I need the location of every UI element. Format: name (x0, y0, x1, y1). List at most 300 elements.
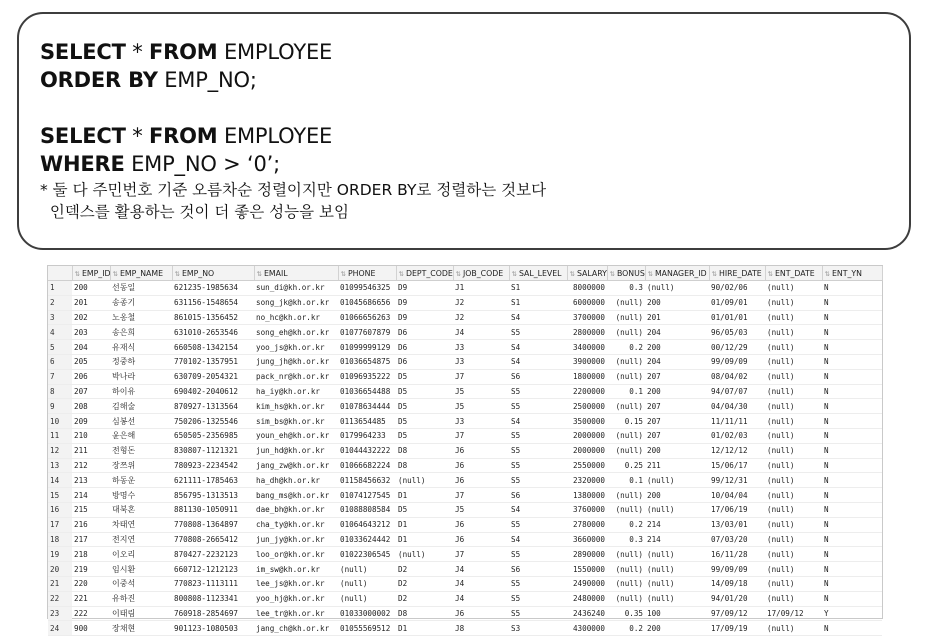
table-cell[interactable]: N (822, 369, 882, 384)
table-cell[interactable]: S5 (509, 458, 567, 473)
column-header[interactable] (645, 266, 709, 281)
table-cell[interactable]: N (822, 281, 882, 296)
row-number-cell[interactable]: 8 (48, 384, 72, 399)
table-cell[interactable]: 0.2 (607, 517, 645, 532)
table-cell[interactable]: S4 (509, 502, 567, 517)
table-cell[interactable]: 송은희 (110, 325, 172, 340)
table-cell[interactable]: (null) (645, 281, 709, 296)
table-cell[interactable]: 2780000 (567, 517, 607, 532)
row-number-cell[interactable]: 19 (48, 547, 72, 562)
table-cell[interactable]: 90/02/06 (709, 281, 765, 296)
table-cell[interactable]: D5 (396, 502, 453, 517)
row-number-cell[interactable]: 2 (48, 295, 72, 310)
table-cell[interactable]: D2 (396, 562, 453, 577)
table-cell[interactable]: (null) (645, 502, 709, 517)
table-cell[interactable]: 200 (645, 295, 709, 310)
table-cell[interactable]: 2480000 (567, 591, 607, 606)
table-cell[interactable]: Y (822, 606, 882, 621)
table-cell[interactable]: S5 (509, 576, 567, 591)
table-cell[interactable]: N (822, 384, 882, 399)
sort-arrows-icon[interactable]: ⇅ (569, 269, 575, 278)
row-number-cell[interactable]: 15 (48, 488, 72, 503)
table-cell[interactable]: 2800000 (567, 325, 607, 340)
table-cell[interactable]: 0.3 (607, 281, 645, 296)
row-number-cell[interactable]: 21 (48, 576, 72, 591)
table-cell[interactable]: D9 (396, 281, 453, 296)
table-cell[interactable]: S5 (509, 606, 567, 621)
table-cell[interactable]: 01096935222 (338, 369, 396, 384)
table-cell[interactable]: 202 (72, 310, 110, 325)
sort-arrows-icon[interactable]: ⇅ (256, 269, 262, 278)
table-cell[interactable]: 660712-1212123 (172, 562, 254, 577)
table-cell[interactable]: 00/12/29 (709, 340, 765, 355)
table-cell[interactable]: (null) (645, 547, 709, 562)
table-cell[interactable]: J5 (453, 399, 509, 414)
table-cell[interactable]: 2500000 (567, 399, 607, 414)
table-cell[interactable]: sim_bs@kh.or.kr (254, 414, 338, 429)
table-cell[interactable]: 660508-1342154 (172, 340, 254, 355)
table-cell[interactable]: D5 (396, 414, 453, 429)
table-cell[interactable]: S5 (509, 517, 567, 532)
row-number-cell[interactable]: 4 (48, 325, 72, 340)
table-cell[interactable]: 이태림 (110, 606, 172, 621)
table-cell[interactable]: 209 (72, 414, 110, 429)
row-number-cell[interactable]: 5 (48, 340, 72, 355)
table-cell[interactable]: S5 (509, 443, 567, 458)
table-row[interactable] (48, 621, 882, 636)
table-cell[interactable]: 01078634444 (338, 399, 396, 414)
table-row[interactable] (48, 428, 882, 443)
table-cell[interactable]: 204 (645, 325, 709, 340)
column-header[interactable] (72, 266, 110, 281)
sort-arrows-icon[interactable]: ⇅ (609, 269, 615, 278)
table-cell[interactable]: J4 (453, 591, 509, 606)
table-cell[interactable]: (null) (765, 562, 822, 577)
table-cell[interactable]: 4300000 (567, 621, 607, 636)
column-header[interactable] (509, 266, 567, 281)
table-cell[interactable]: 204 (72, 340, 110, 355)
row-number-cell[interactable]: 17 (48, 517, 72, 532)
table-cell[interactable]: 박나라 (110, 369, 172, 384)
table-cell[interactable]: N (822, 502, 882, 517)
table-cell[interactable]: N (822, 547, 882, 562)
table-cell[interactable]: (null) (338, 576, 396, 591)
table-cell[interactable]: 6000000 (567, 295, 607, 310)
column-header[interactable] (396, 266, 453, 281)
table-cell[interactable]: (null) (645, 576, 709, 591)
table-cell[interactable]: 01158456632 (338, 473, 396, 488)
table-cell[interactable]: 207 (645, 414, 709, 429)
table-row[interactable] (48, 488, 882, 503)
row-number-cell[interactable]: 13 (48, 458, 72, 473)
table-cell[interactable]: cha_ty@kh.or.kr (254, 517, 338, 532)
table-cell[interactable]: N (822, 310, 882, 325)
table-cell[interactable]: (null) (765, 443, 822, 458)
sort-arrows-icon[interactable]: ⇅ (455, 269, 461, 278)
column-header[interactable] (110, 266, 172, 281)
table-cell[interactable]: 2200000 (567, 384, 607, 399)
table-cell[interactable]: 01036654875 (338, 354, 396, 369)
table-cell[interactable]: 14/09/18 (709, 576, 765, 591)
table-cell[interactable]: N (822, 340, 882, 355)
table-cell[interactable]: song_eh@kh.or.kr (254, 325, 338, 340)
table-row[interactable] (48, 443, 882, 458)
table-cell[interactable]: 221 (72, 591, 110, 606)
table-cell[interactable]: D1 (396, 488, 453, 503)
table-cell[interactable]: D5 (396, 428, 453, 443)
table-cell[interactable]: 12/12/12 (709, 443, 765, 458)
table-cell[interactable]: J6 (453, 532, 509, 547)
table-cell[interactable]: (null) (765, 488, 822, 503)
table-cell[interactable]: 01066682224 (338, 458, 396, 473)
table-cell[interactable]: 0113654485 (338, 414, 396, 429)
table-cell[interactable]: 800808-1123341 (172, 591, 254, 606)
table-cell[interactable]: D6 (396, 325, 453, 340)
table-cell[interactable]: 881130-1050911 (172, 502, 254, 517)
table-cell[interactable]: youn_eh@kh.or.kr (254, 428, 338, 443)
table-cell[interactable]: 하이유 (110, 384, 172, 399)
column-header[interactable] (567, 266, 607, 281)
table-cell[interactable]: (null) (607, 354, 645, 369)
table-cell[interactable]: 01055569512 (338, 621, 396, 636)
table-cell[interactable]: 01074127545 (338, 488, 396, 503)
table-cell[interactable]: 8000000 (567, 281, 607, 296)
table-cell[interactable]: J5 (453, 384, 509, 399)
table-cell[interactable]: 3700000 (567, 310, 607, 325)
table-cell[interactable]: (null) (607, 443, 645, 458)
table-cell[interactable]: 01088808584 (338, 502, 396, 517)
table-cell[interactable]: N (822, 562, 882, 577)
table-cell[interactable]: S4 (509, 532, 567, 547)
table-cell[interactable]: 214 (645, 517, 709, 532)
table-cell[interactable]: 1550000 (567, 562, 607, 577)
sort-arrows-icon[interactable]: ⇅ (340, 269, 346, 278)
table-cell[interactable]: D5 (396, 369, 453, 384)
table-cell[interactable]: jun_jy@kh.or.kr (254, 532, 338, 547)
sort-arrows-icon[interactable]: ⇅ (398, 269, 404, 278)
table-cell[interactable]: 100 (645, 606, 709, 621)
table-cell[interactable]: kim_hs@kh.or.kr (254, 399, 338, 414)
table-cell[interactable]: (null) (765, 502, 822, 517)
table-cell[interactable]: D6 (396, 354, 453, 369)
table-cell[interactable]: J6 (453, 473, 509, 488)
table-cell[interactable]: D8 (396, 606, 453, 621)
table-cell[interactable]: J6 (453, 458, 509, 473)
table-cell[interactable]: D8 (396, 458, 453, 473)
table-cell[interactable]: 유하진 (110, 591, 172, 606)
table-cell[interactable]: (null) (607, 399, 645, 414)
table-cell[interactable]: 621235-1985634 (172, 281, 254, 296)
column-header[interactable] (172, 266, 254, 281)
table-cell[interactable]: 2000000 (567, 428, 607, 443)
row-number-cell[interactable]: 11 (48, 428, 72, 443)
table-cell[interactable]: (null) (765, 473, 822, 488)
table-cell[interactable]: (null) (765, 576, 822, 591)
table-row[interactable] (48, 384, 882, 399)
table-cell[interactable]: 856795-1313513 (172, 488, 254, 503)
table-cell[interactable]: (null) (765, 281, 822, 296)
table-cell[interactable]: song_jk@kh.or.kr (254, 295, 338, 310)
table-cell[interactable]: 01036654488 (338, 384, 396, 399)
table-cell[interactable]: (null) (607, 325, 645, 340)
table-cell[interactable]: 200 (72, 281, 110, 296)
row-number-cell[interactable]: 6 (48, 354, 72, 369)
table-row[interactable] (48, 473, 882, 488)
table-cell[interactable]: 2000000 (567, 443, 607, 458)
table-cell[interactable]: (null) (396, 547, 453, 562)
table-cell[interactable]: 01099546325 (338, 281, 396, 296)
table-cell[interactable]: 211 (645, 458, 709, 473)
table-cell[interactable]: 830807-1121321 (172, 443, 254, 458)
table-cell[interactable]: N (822, 414, 882, 429)
table-cell[interactable]: 송종기 (110, 295, 172, 310)
table-cell[interactable]: N (822, 591, 882, 606)
table-cell[interactable]: (null) (607, 502, 645, 517)
table-cell[interactable]: J3 (453, 414, 509, 429)
table-cell[interactable]: (null) (765, 591, 822, 606)
table-cell[interactable]: 216 (72, 517, 110, 532)
table-cell[interactable]: 213 (72, 473, 110, 488)
table-cell[interactable]: N (822, 295, 882, 310)
table-cell[interactable]: 01/02/03 (709, 428, 765, 443)
table-cell[interactable]: S1 (509, 281, 567, 296)
table-cell[interactable]: J5 (453, 502, 509, 517)
table-cell[interactable]: (null) (765, 532, 822, 547)
sort-arrows-icon[interactable]: ⇅ (112, 269, 118, 278)
table-cell[interactable]: (null) (607, 310, 645, 325)
table-cell[interactable]: 200 (645, 384, 709, 399)
table-cell[interactable]: jang_zw@kh.or.kr (254, 458, 338, 473)
table-cell[interactable]: 2320000 (567, 473, 607, 488)
table-cell[interactable]: 1800000 (567, 369, 607, 384)
table-cell[interactable]: 770808-2665412 (172, 532, 254, 547)
table-cell[interactable]: N (822, 621, 882, 636)
table-cell[interactable]: 200 (645, 488, 709, 503)
table-cell[interactable]: 212 (72, 458, 110, 473)
sort-arrows-icon[interactable]: ⇅ (511, 269, 517, 278)
query-result-grid[interactable] (47, 265, 883, 633)
table-cell[interactable]: (null) (765, 621, 822, 636)
table-cell[interactable]: S5 (509, 325, 567, 340)
table-cell[interactable]: J6 (453, 443, 509, 458)
table-cell[interactable]: jun_hd@kh.or.kr (254, 443, 338, 458)
table-cell[interactable]: 217 (72, 532, 110, 547)
table-cell[interactable]: (null) (765, 399, 822, 414)
table-cell[interactable]: 01033000002 (338, 606, 396, 621)
table-cell[interactable]: J7 (453, 547, 509, 562)
table-cell[interactable]: loo_or@kh.or.kr (254, 547, 338, 562)
table-cell[interactable]: 770823-1113111 (172, 576, 254, 591)
table-cell[interactable]: 219 (72, 562, 110, 577)
row-number-cell[interactable]: 24 (48, 621, 72, 636)
table-cell[interactable]: S6 (509, 369, 567, 384)
table-row[interactable] (48, 562, 882, 577)
table-cell[interactable]: 99/09/09 (709, 354, 765, 369)
table-cell[interactable]: D8 (396, 443, 453, 458)
table-row[interactable] (48, 310, 882, 325)
table-cell[interactable]: 01045686656 (338, 295, 396, 310)
table-cell[interactable]: (null) (765, 517, 822, 532)
table-cell[interactable]: 99/12/31 (709, 473, 765, 488)
table-cell[interactable]: J6 (453, 606, 509, 621)
table-cell[interactable]: S1 (509, 295, 567, 310)
table-cell[interactable]: S5 (509, 591, 567, 606)
table-cell[interactable]: 0.1 (607, 473, 645, 488)
table-cell[interactable]: 정중하 (110, 354, 172, 369)
table-cell[interactable]: 윤은해 (110, 428, 172, 443)
table-cell[interactable]: 0.35 (607, 606, 645, 621)
table-row[interactable] (48, 354, 882, 369)
table-cell[interactable]: 650505-2356985 (172, 428, 254, 443)
table-cell[interactable]: S4 (509, 354, 567, 369)
table-cell[interactable]: 208 (72, 399, 110, 414)
table-cell[interactable]: 97/09/12 (709, 606, 765, 621)
table-cell[interactable]: 2436240 (567, 606, 607, 621)
table-cell[interactable]: 205 (72, 354, 110, 369)
table-cell[interactable]: (null) (765, 295, 822, 310)
table-cell[interactable]: 3500000 (567, 414, 607, 429)
table-cell[interactable]: 630709-2054321 (172, 369, 254, 384)
table-cell[interactable]: 방명수 (110, 488, 172, 503)
table-cell[interactable]: 206 (72, 369, 110, 384)
table-cell[interactable]: J7 (453, 488, 509, 503)
column-header[interactable] (607, 266, 645, 281)
table-cell[interactable]: N (822, 458, 882, 473)
table-cell[interactable]: 218 (72, 547, 110, 562)
table-cell[interactable]: (null) (765, 340, 822, 355)
table-cell[interactable]: (null) (645, 473, 709, 488)
table-cell[interactable]: S5 (509, 399, 567, 414)
table-cell[interactable]: N (822, 443, 882, 458)
table-cell[interactable]: 200 (645, 340, 709, 355)
table-cell[interactable]: im_sw@kh.or.kr (254, 562, 338, 577)
row-number-cell[interactable]: 12 (48, 443, 72, 458)
table-cell[interactable]: 220 (72, 576, 110, 591)
table-cell[interactable]: (null) (607, 488, 645, 503)
table-cell[interactable]: 대북혼 (110, 502, 172, 517)
table-cell[interactable]: 01077607879 (338, 325, 396, 340)
table-cell[interactable]: S5 (509, 384, 567, 399)
table-cell[interactable]: D2 (396, 576, 453, 591)
table-cell[interactable]: 3760000 (567, 502, 607, 517)
table-cell[interactable]: jung_jh@kh.or.kr (254, 354, 338, 369)
table-cell[interactable]: 760918-2854697 (172, 606, 254, 621)
table-cell[interactable]: S6 (509, 562, 567, 577)
table-cell[interactable]: 17/09/19 (709, 621, 765, 636)
table-cell[interactable]: 214 (72, 488, 110, 503)
table-cell[interactable]: (null) (607, 295, 645, 310)
table-row[interactable] (48, 369, 882, 384)
table-row[interactable] (48, 414, 882, 429)
column-header[interactable] (338, 266, 396, 281)
table-cell[interactable]: sun_di@kh.or.kr (254, 281, 338, 296)
table-cell[interactable]: N (822, 576, 882, 591)
table-row[interactable] (48, 325, 882, 340)
row-number-cell[interactable]: 3 (48, 310, 72, 325)
table-cell[interactable]: 870427-2232123 (172, 547, 254, 562)
table-cell[interactable]: D1 (396, 517, 453, 532)
table-cell[interactable]: S4 (509, 340, 567, 355)
table-cell[interactable]: 200 (645, 621, 709, 636)
table-cell[interactable]: no_hc@kh.or.kr (254, 310, 338, 325)
row-number-cell[interactable]: 16 (48, 502, 72, 517)
table-row[interactable] (48, 281, 882, 296)
table-row[interactable] (48, 458, 882, 473)
table-cell[interactable]: 99/09/09 (709, 562, 765, 577)
table-cell[interactable]: jang_ch@kh.or.kr (254, 621, 338, 636)
table-cell[interactable]: ha_dh@kh.or.kr (254, 473, 338, 488)
row-number-cell[interactable]: 22 (48, 591, 72, 606)
table-cell[interactable]: 01022306545 (338, 547, 396, 562)
table-cell[interactable]: J1 (453, 281, 509, 296)
table-cell[interactable]: (null) (607, 562, 645, 577)
sort-arrows-icon[interactable]: ⇅ (711, 269, 717, 278)
table-cell[interactable]: 214 (645, 532, 709, 547)
table-cell[interactable]: 2890000 (567, 547, 607, 562)
table-cell[interactable]: (null) (645, 562, 709, 577)
column-header[interactable] (709, 266, 765, 281)
table-cell[interactable]: 631010-2653546 (172, 325, 254, 340)
table-cell[interactable]: 장쯔위 (110, 458, 172, 473)
table-row[interactable] (48, 502, 882, 517)
table-cell[interactable]: N (822, 517, 882, 532)
table-cell[interactable]: N (822, 354, 882, 369)
table-cell[interactable]: (null) (765, 428, 822, 443)
row-number-cell[interactable]: 1 (48, 281, 72, 296)
table-cell[interactable]: J4 (453, 576, 509, 591)
table-cell[interactable]: D1 (396, 532, 453, 547)
table-cell[interactable]: 2550000 (567, 458, 607, 473)
table-cell[interactable]: (null) (765, 384, 822, 399)
table-cell[interactable]: 16/11/28 (709, 547, 765, 562)
table-row[interactable] (48, 591, 882, 606)
table-cell[interactable]: yoo_hj@kh.or.kr (254, 591, 338, 606)
table-cell[interactable]: 207 (645, 428, 709, 443)
table-cell[interactable]: 임시환 (110, 562, 172, 577)
table-cell[interactable]: (null) (765, 458, 822, 473)
table-cell[interactable]: 870927-1313564 (172, 399, 254, 414)
table-cell[interactable]: 3400000 (567, 340, 607, 355)
table-cell[interactable]: N (822, 428, 882, 443)
table-cell[interactable]: 이오리 (110, 547, 172, 562)
table-cell[interactable]: J2 (453, 295, 509, 310)
table-row[interactable] (48, 399, 882, 414)
table-cell[interactable]: 750206-1325546 (172, 414, 254, 429)
table-cell[interactable]: (null) (607, 369, 645, 384)
table-cell[interactable]: 201 (72, 295, 110, 310)
table-cell[interactable]: 심봉선 (110, 414, 172, 429)
table-cell[interactable]: 0.2 (607, 621, 645, 636)
table-cell[interactable]: D6 (396, 340, 453, 355)
table-cell[interactable]: J3 (453, 354, 509, 369)
table-cell[interactable]: 621111-1785463 (172, 473, 254, 488)
table-cell[interactable]: (null) (645, 591, 709, 606)
table-cell[interactable]: 861015-1356452 (172, 310, 254, 325)
table-row[interactable] (48, 295, 882, 310)
table-cell[interactable]: D5 (396, 384, 453, 399)
table-cell[interactable]: 94/01/20 (709, 591, 765, 606)
table-cell[interactable]: 0179964233 (338, 428, 396, 443)
table-cell[interactable]: J3 (453, 340, 509, 355)
table-cell[interactable]: 11/11/11 (709, 414, 765, 429)
table-cell[interactable]: 770102-1357951 (172, 354, 254, 369)
table-cell[interactable]: 차태연 (110, 517, 172, 532)
table-cell[interactable]: (null) (765, 325, 822, 340)
table-cell[interactable]: 1380000 (567, 488, 607, 503)
table-cell[interactable]: 13/03/01 (709, 517, 765, 532)
table-cell[interactable]: (null) (338, 562, 396, 577)
table-cell[interactable]: D2 (396, 591, 453, 606)
